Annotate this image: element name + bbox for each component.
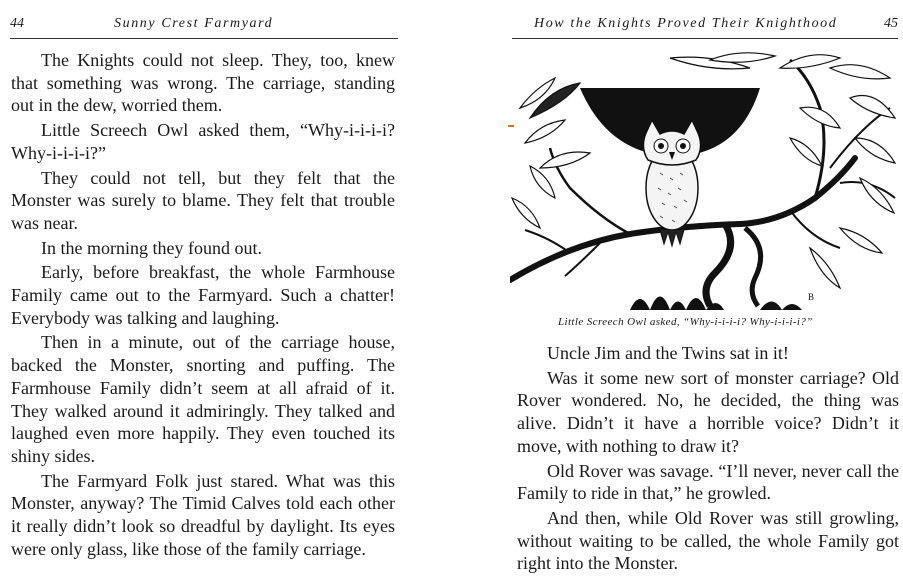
paragraph: Uncle Jim and the Twins sat in it! — [547, 343, 789, 363]
running-header — [512, 10, 898, 39]
running-title: Sunny Crest Farmyard — [114, 16, 274, 31]
paragraph: In the morning they found out. — [41, 237, 262, 258]
body-text — [11, 49, 395, 562]
paragraph: The Farmyard Folk just stared. What was this Monster, anyway? The Timid Calves told each other it really didn’t look so dreadful by daylight. Its eyes were only glass, like those of the family carriage. — [11, 470, 395, 559]
running-header — [10, 10, 398, 39]
artist-signature: B — [808, 292, 815, 302]
paragraph: Was it some new sort of monster carriage? Old Rover wondered. No, he decided, the thing was alive. Didn’t it have a horrible voice? Didn’t it move, with nothing to draw it? — [517, 367, 899, 456]
right-page — [508, 0, 903, 574]
paragraph: And then, while Old Rover was still growling, without waiting to be called, the whole Family got right into the Monster. — [517, 507, 899, 574]
owl-illustration — [510, 48, 898, 312]
paragraph: Little Screech Owl asked them, “Why-i-i-i-i? Why-i-i-i-i?” — [11, 120, 395, 163]
body-text — [517, 342, 899, 577]
paragraph: Old Rover was savage. “I’ll never, never call the Family to ride in that,” he growled. — [517, 460, 899, 504]
illustration-caption: Little Screech Owl asked, “Why-i-i-i-i? Why-i-i-i-i?” — [558, 316, 813, 328]
running-title: How the Knights Proved Their Knighthood — [534, 16, 838, 31]
paragraph: The Knights could not sleep. They, too, knew that something was wrong. The carriage, standing out in the dew, worried them. — [11, 50, 395, 116]
left-page — [0, 0, 400, 569]
paragraph: They could not tell, but they felt that the Monster was surely to blame. They felt that trouble was near. — [11, 167, 395, 233]
page-number: 44 — [10, 16, 24, 31]
paragraph: Early, before breakfast, the whole Farmhouse Family came out to the Farmyard. Such a chatter! Everybody was talking and laughing. — [11, 262, 395, 328]
paragraph: Then in a minute, out of the carriage house, backed the Monster, snorting and puffing. The Farmhouse Family didn’t seem at all afraid of it. They walked around it admiringly. They talked and laughed even more happily. They even touched its shiny sides. — [11, 332, 395, 466]
page-number: 45 — [884, 16, 898, 31]
